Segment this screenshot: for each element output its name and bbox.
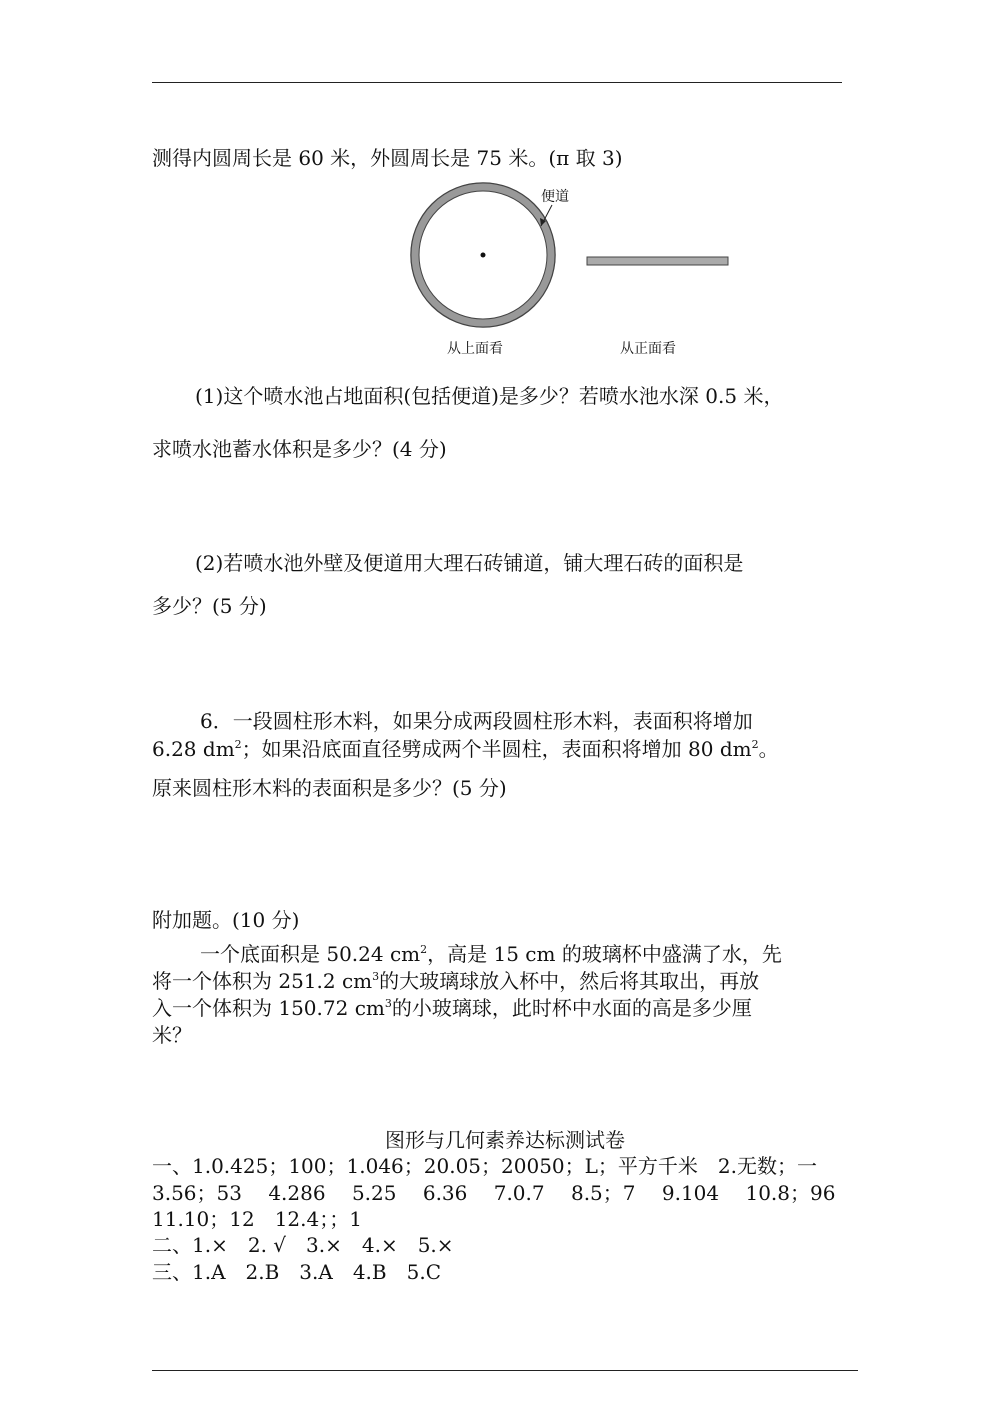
answers-line3: 11.10；12 12.4；；1 (152, 1207, 362, 1231)
center-point (481, 253, 486, 258)
walkway-label: 便道 (541, 189, 569, 205)
q5-part1-line1: (1)这个喷水池占地面积(包括便道)是多少？若喷水池水深 0.5 米， (195, 384, 784, 408)
bonus-line4: 米？ (152, 1023, 192, 1047)
q6-line1: 6．一段圆柱形木料，如果分成两段圆柱形木料，表面积将增加 (200, 709, 753, 733)
bonus-line2 (152, 968, 759, 994)
answers-line5: 三、1.A 2.B 3.A 4.B 5.C (152, 1260, 441, 1284)
top-view-label: 从上面看 (447, 341, 503, 357)
q6-line2-part-c: 。 (758, 737, 779, 761)
bonus-line1-part-a: 一个底面积是 50.24 cm (200, 942, 421, 966)
answers-line4: 二、1.× 2. √ 3.× 4.× 5.× (152, 1233, 454, 1257)
q6-line2-part-a: 6.28 dm (152, 737, 235, 761)
bonus-line1-part-b: ，高是 15 cm 的玻璃杯中盛满了水，先 (427, 942, 782, 966)
bonus-line1 (200, 941, 782, 967)
bonus-line3-part-a: 入一个体积为 150.72 cm (152, 996, 385, 1020)
fountain-diagram (400, 178, 740, 363)
q6-line2-sup2: 2 (751, 738, 759, 751)
bonus-line2-part-a: 将一个体积为 251.2 cm (152, 969, 373, 993)
front-view-rect (587, 257, 728, 265)
bonus-line1-sup: 2 (420, 943, 428, 956)
q6-line2-part-b: ；如果沿底面直径劈成两个半圆柱，表面积将增加 80 dm (241, 737, 752, 761)
q6-line2-sup1: 2 (234, 738, 242, 751)
bonus-line3 (152, 995, 752, 1021)
bonus-line2-part-b: 的大玻璃球放入杯中，然后将其取出，再放 (379, 969, 760, 993)
footer-rule (152, 1370, 858, 1371)
answers-line2: 3.56；53 4.286 5.25 6.36 7.0.7 8.5；7 9.104 10.8；96 (152, 1181, 836, 1205)
q5-part2-line2: 多少？(5 分) (152, 594, 267, 618)
front-view-label: 从正面看 (620, 341, 676, 357)
bonus-line2-sup: 3 (372, 970, 380, 983)
bonus-title: 附加题。(10 分) (152, 908, 300, 932)
q5-part2-line1: (2)若喷水池外壁及便道用大理石砖铺道，铺大理石砖的面积是 (195, 551, 744, 575)
bonus-line3-part-b: 的小玻璃球，此时杯中水面的高是多少厘 (391, 996, 752, 1020)
header-rule (152, 82, 842, 83)
q6-line3: 原来圆柱形木料的表面积是多少？(5 分) (152, 776, 507, 800)
bonus-line3-sup: 3 (384, 997, 392, 1010)
answers-title: 图形与几何素养达标测试卷 (385, 1128, 625, 1152)
answers-line1: 一、1.0.425；100；1.046；20.05；20050；L；平方千米 2.无数；一 (152, 1154, 818, 1178)
intro-line: 测得内圆周长是 60 米，外圆周长是 75 米。(π 取 3) (152, 146, 623, 170)
fountain-figure (400, 178, 740, 363)
q5-part1-line2: 求喷水池蓄水体积是多少？(4 分) (152, 437, 447, 461)
q6-line2 (152, 736, 779, 762)
